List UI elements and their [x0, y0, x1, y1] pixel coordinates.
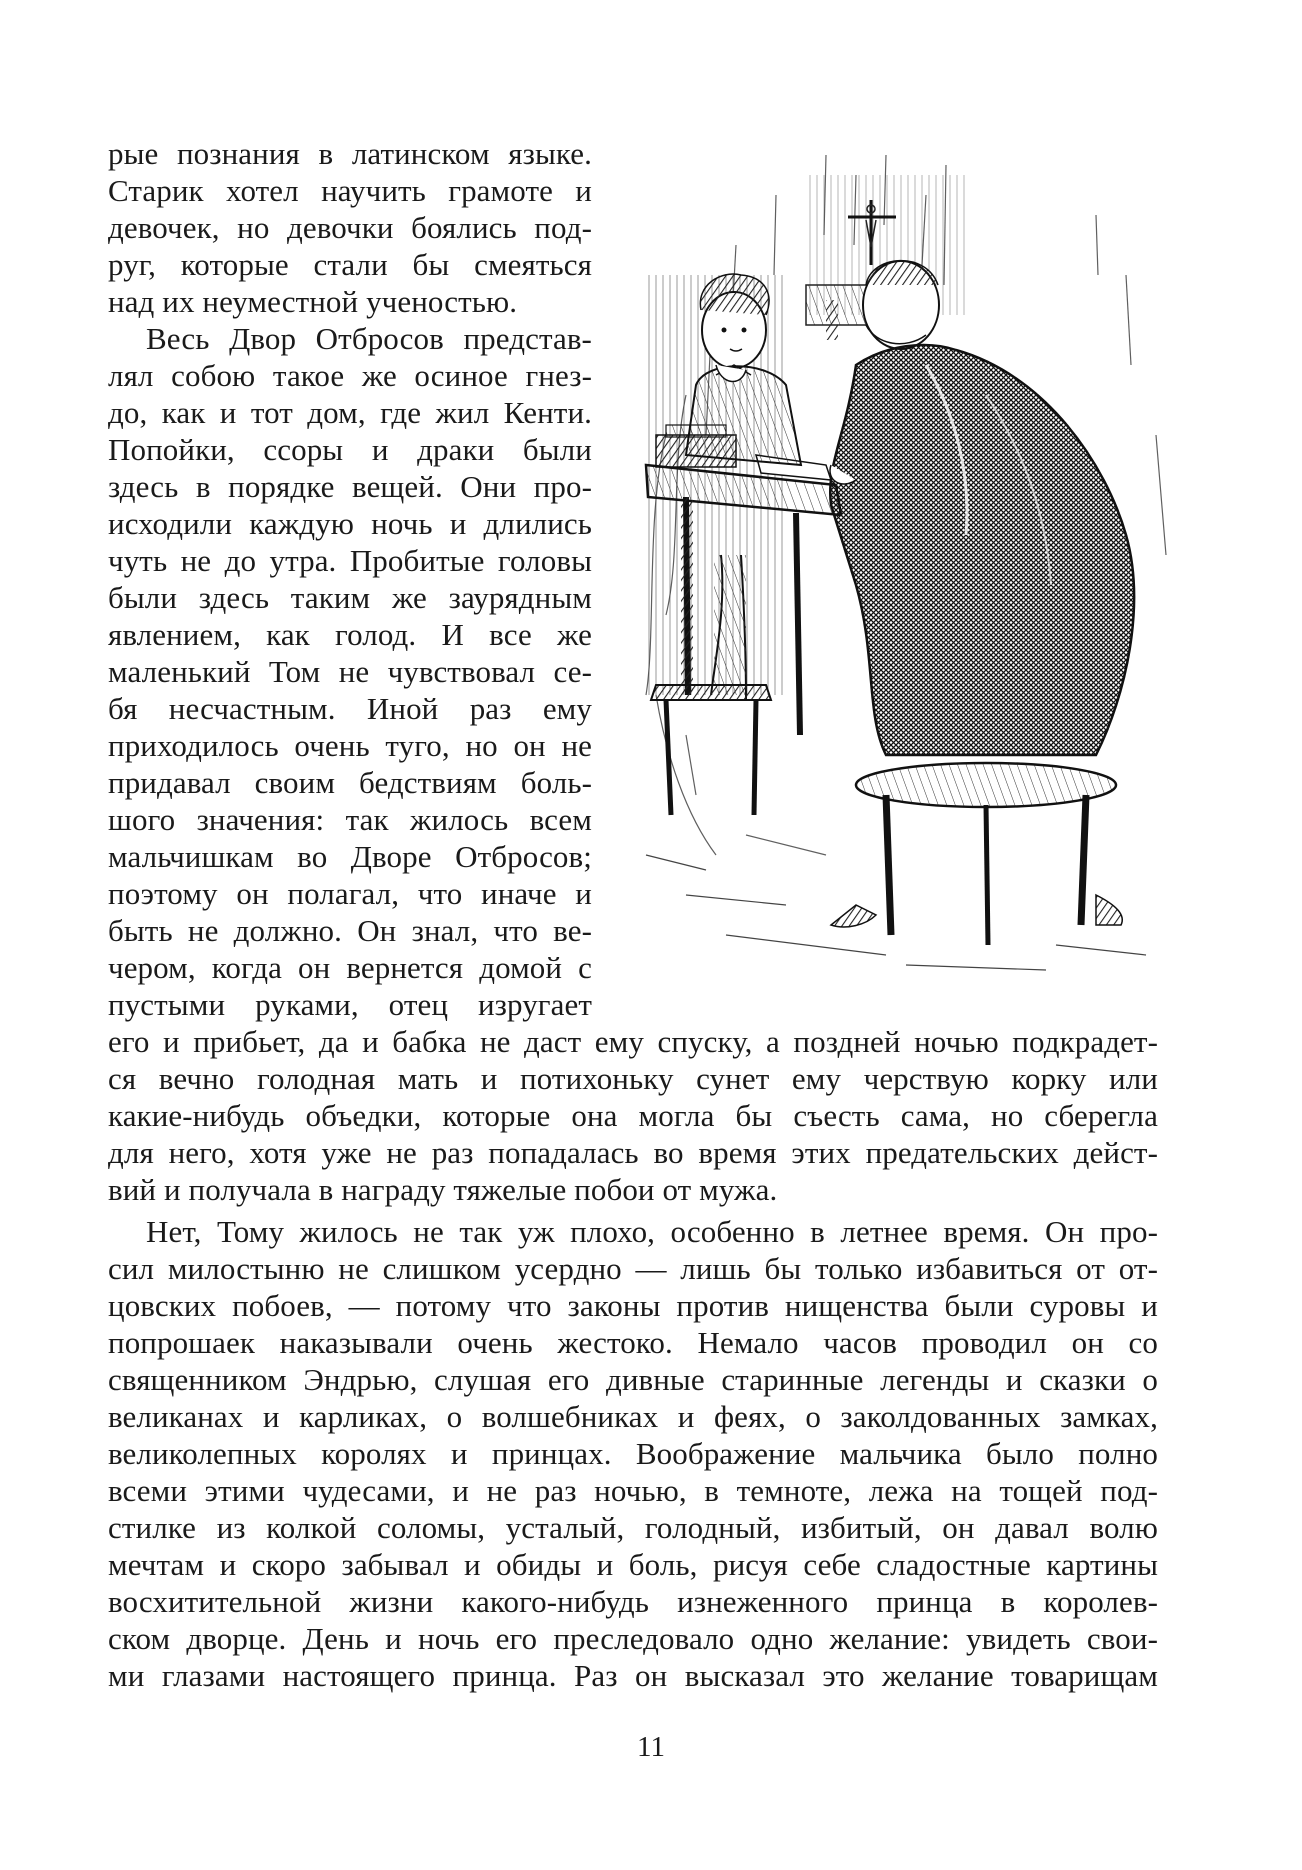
text-line: мечтам и скоро забывал и обиды и боль, рисуя себе сладостные картины: [108, 1547, 1158, 1582]
text-line: были здесь таким же заурядным: [108, 580, 592, 615]
text-line: девочек, но девочки боялись под-: [108, 210, 592, 245]
text-line: пустыми руками, отец изругает: [108, 987, 592, 1022]
text-line: священником Эндрью, слушая его дивные старинные легенды и сказки о: [108, 1362, 1158, 1397]
page-number: 11: [637, 1731, 665, 1763]
text-line: попрошаек наказывали очень жестоко. Немало часов проводил он со: [108, 1325, 1158, 1360]
text-line: над их неуместной ученостью.: [108, 284, 518, 319]
text-line: до, как и тот дом, где жил Кенти.: [108, 395, 592, 430]
text-line: маленький Том не чувствовал се-: [108, 654, 592, 689]
text-line: ском дворце. День и ночь его преследовало одно желание: увидеть свои-: [108, 1621, 1158, 1656]
text-line: цовских побоев, — потому что законы против нищенства были суровы и: [108, 1288, 1158, 1323]
text-line: для него, хотя уже не раз попадалась во время этих предательских дейст-: [108, 1135, 1158, 1170]
text-line: великолепных королях и принцах. Воображение мальчика было полно: [108, 1436, 1158, 1471]
text-line: исходили каждую ночь и длились: [108, 506, 592, 541]
text-line: чером, когда он вернется домой с: [108, 950, 592, 985]
engraving-illustration: [626, 135, 1186, 980]
text-line: здесь в порядке вещей. Они про-: [108, 469, 592, 504]
text-line: явлением, как голод. И все же: [108, 617, 592, 652]
text-line: какие-нибудь объедки, которые она могла бы съесть сама, но сберегла: [108, 1098, 1158, 1133]
text-line: ми глазами настоящего принца. Раз он высказал это желание товарищам: [108, 1658, 1158, 1693]
text-line: великанах и карликах, о волшебниках и феях, о заколдованных замках,: [108, 1399, 1158, 1434]
text-line: Старик хотел научить грамоте и: [108, 173, 592, 208]
text-line: поэтому он полагал, что иначе и: [108, 876, 592, 911]
text-line: мальчишкам во Дворе Отбросов;: [108, 839, 592, 874]
text-line: приходилось очень туго, но он не: [108, 728, 592, 763]
text-line: бя несчастным. Иной раз ему: [108, 691, 592, 726]
paragraph-start-line: Нет, Тому жилось не так уж плохо, особенно в летнее время. Он про-: [146, 1214, 1158, 1249]
text-line: руг, которые стали бы смеяться: [108, 247, 592, 282]
paragraph-start-line: Весь Двор Отбросов представ-: [146, 321, 592, 356]
text-line: стилке из колкой соломы, усталый, голодный, избитый, он давал волю: [108, 1510, 1158, 1545]
text-line: сил милостыню не слишком усердно — лишь бы только избавиться от от-: [108, 1251, 1158, 1286]
text-line: ся вечно голодная мать и потихоньку сунет ему черствую корку или: [108, 1061, 1158, 1096]
text-line: рые познания в латинском языке.: [108, 136, 592, 171]
text-line: Попойки, ссоры и драки были: [108, 432, 592, 467]
text-line: придавал своим бедствиям боль-: [108, 765, 592, 800]
text-line: лял собою такое же осиное гнез-: [108, 358, 592, 393]
text-line: восхитительной жизни какого-нибудь изнеженного принца в королев-: [108, 1584, 1158, 1619]
text-line: быть не должно. Он знал, что ве-: [108, 913, 592, 948]
text-line: чуть не до утра. Пробитые головы: [108, 543, 592, 578]
text-line: его и прибьет, да и бабка не даст ему спуску, а поздней ночью подкрадет-: [108, 1024, 1158, 1059]
text-line: шого значения: так жилось всем: [108, 802, 592, 837]
text-line: вий и получала в награду тяжелые побои от мужа.: [108, 1172, 778, 1207]
old-man-figure: [830, 261, 1134, 945]
text-line: всеми этими чудесами, и не раз ночью, в темноте, лежа на тощей под-: [108, 1473, 1158, 1508]
